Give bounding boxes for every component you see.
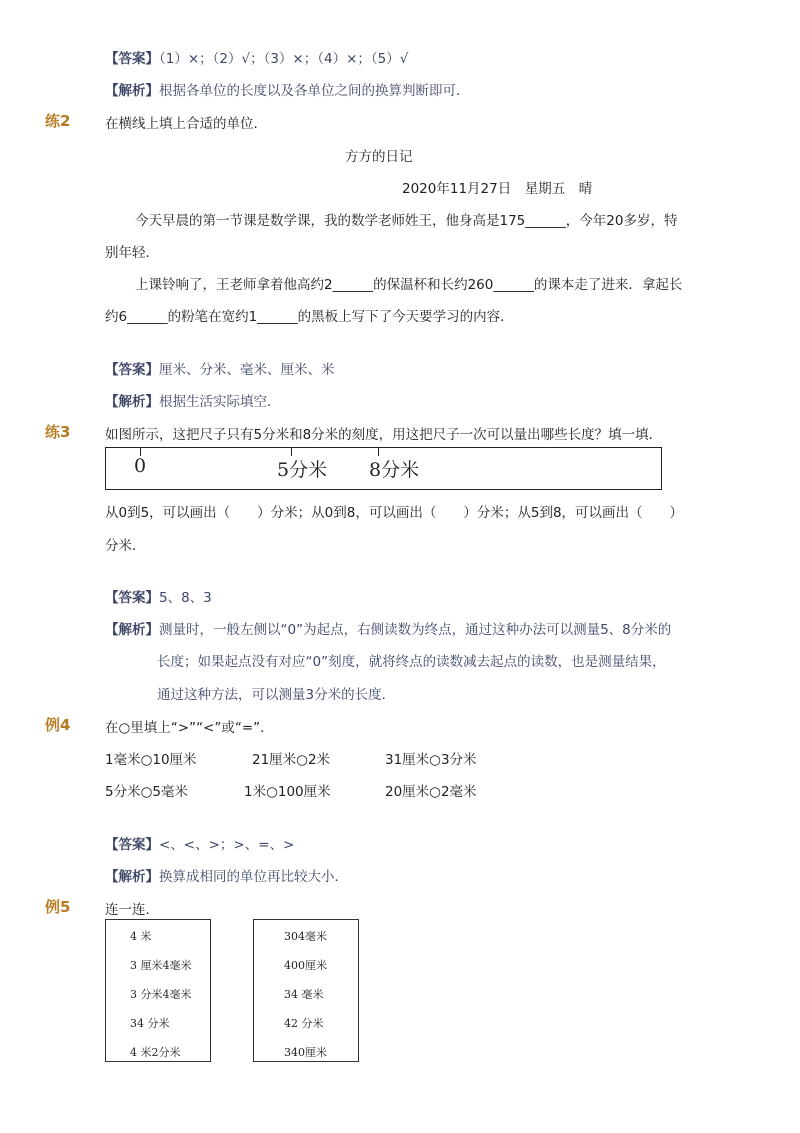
diary-title: 方方的日记 [345, 149, 413, 165]
analysis-line [105, 390, 281, 410]
analysis-text: 测量时，一般左侧以“0”为起点，右侧读数为终点，通过这种办法可以测量5、8分米的 [159, 622, 672, 638]
exercise-prompt: 在横线上填上合适的单位． [105, 116, 267, 132]
ruler-mark-8: 8分米 [369, 459, 420, 481]
answer-tag: 【答案】 [105, 837, 159, 853]
analysis-text: 根据各单位的长度以及各单位之间的换算判断即可． [159, 83, 470, 99]
diary-paragraph-line: 今天早晨的第一节课是数学课，我的数学老师姓王，他身高是175______，今年20多岁，特 [135, 213, 678, 229]
compare-item: 1毫米○10厘米 [105, 752, 197, 768]
compare-item: 31厘米○3分米 [385, 752, 477, 768]
answer-text: <、<、>；>、=、> [159, 837, 295, 853]
answer-line [105, 586, 212, 606]
match-item-left[interactable]: 4 米2分米 [130, 1046, 181, 1059]
ruler [105, 447, 662, 490]
match-item-left[interactable]: 4 米 [130, 930, 152, 943]
analysis-text: 根据生活实际填空． [159, 394, 281, 410]
match-item-left[interactable]: 3 厘米4毫米 [130, 959, 192, 972]
exercise-prompt: 如图所示，这把尺子只有5分米和8分米的刻度，用这把尺子一次可以量出哪些长度？填一填． [105, 427, 663, 443]
right-match-box [253, 919, 359, 1062]
analysis-tag: 【解析】 [105, 394, 159, 410]
diary-paragraph-line: 约6______的粉笔在宽约1______的黑板上写下了今天要学习的内容． [105, 309, 514, 325]
left-match-box [105, 919, 211, 1062]
exercise-label: 例4 [45, 716, 71, 734]
answer-line [105, 47, 408, 67]
analysis-tag: 【解析】 [105, 83, 159, 99]
analysis-text: 长度；如果起点没有对应“0”刻度，就将终点的读数减去起点的读数，也是测量结果， [157, 654, 666, 670]
diary-paragraph-line: 别年轻． [105, 245, 159, 261]
answer-tag: 【答案】 [105, 590, 159, 606]
analysis-line [105, 618, 671, 638]
match-item-right[interactable]: 400厘米 [284, 959, 327, 972]
match-item-left[interactable]: 34 分米 [130, 1017, 170, 1030]
diary-date: 2020年11月27日 星期五 晴 [402, 181, 593, 197]
ruler-mark-5: 5分米 [277, 459, 328, 481]
ruler-mark-0: 0 [134, 455, 147, 477]
exercise-prompt: 在○里填上“>”“<”或“=”． [105, 720, 274, 736]
answer-text: （1）×；（2）√；（3）×；（4）×；（5）√ [159, 51, 409, 67]
match-item-left[interactable]: 3 分米4毫米 [130, 988, 192, 1001]
analysis-line [105, 79, 470, 99]
fill-blank-line: 从0到5，可以画出（ ）分米；从0到8，可以画出（ ）分米；从5到8，可以画出（ ） [105, 505, 684, 521]
match-item-right[interactable]: 42 分米 [284, 1017, 324, 1030]
match-item-right[interactable]: 304毫米 [284, 930, 327, 943]
compare-item: 1米○100厘米 [244, 784, 331, 800]
compare-item: 21厘米○2米 [252, 752, 331, 768]
analysis-text: 通过这种方法，可以测量3分米的长度． [157, 687, 396, 703]
diary-paragraph-line: 上课铃响了，王老师拿着他高约2______的保温杯和长约260______的课本走了进来．拿起长 [135, 277, 683, 293]
exercise-prompt: 连一连． [105, 902, 159, 918]
exercise-label: 例5 [45, 898, 71, 916]
exercise-label: 练2 [45, 112, 71, 130]
analysis-text: 换算成相同的单位再比较大小． [159, 869, 348, 885]
answer-text: 5、8、3 [159, 590, 212, 606]
compare-item: 20厘米○2毫米 [385, 784, 477, 800]
answer-text: 厘米、分米、毫米、厘米、米 [159, 362, 335, 378]
analysis-tag: 【解析】 [105, 869, 159, 885]
compare-item: 5分米○5毫米 [105, 784, 188, 800]
answer-tag: 【答案】 [105, 362, 159, 378]
exercise-label: 练3 [45, 423, 71, 441]
answer-line [105, 833, 294, 853]
answer-line [105, 358, 335, 378]
analysis-line [105, 865, 348, 885]
answer-tag: 【答案】 [105, 51, 159, 67]
fill-blank-line: 分米． [105, 538, 146, 554]
match-item-right[interactable]: 34 毫米 [284, 988, 324, 1001]
match-item-right[interactable]: 340厘米 [284, 1046, 327, 1059]
analysis-tag: 【解析】 [105, 622, 159, 638]
